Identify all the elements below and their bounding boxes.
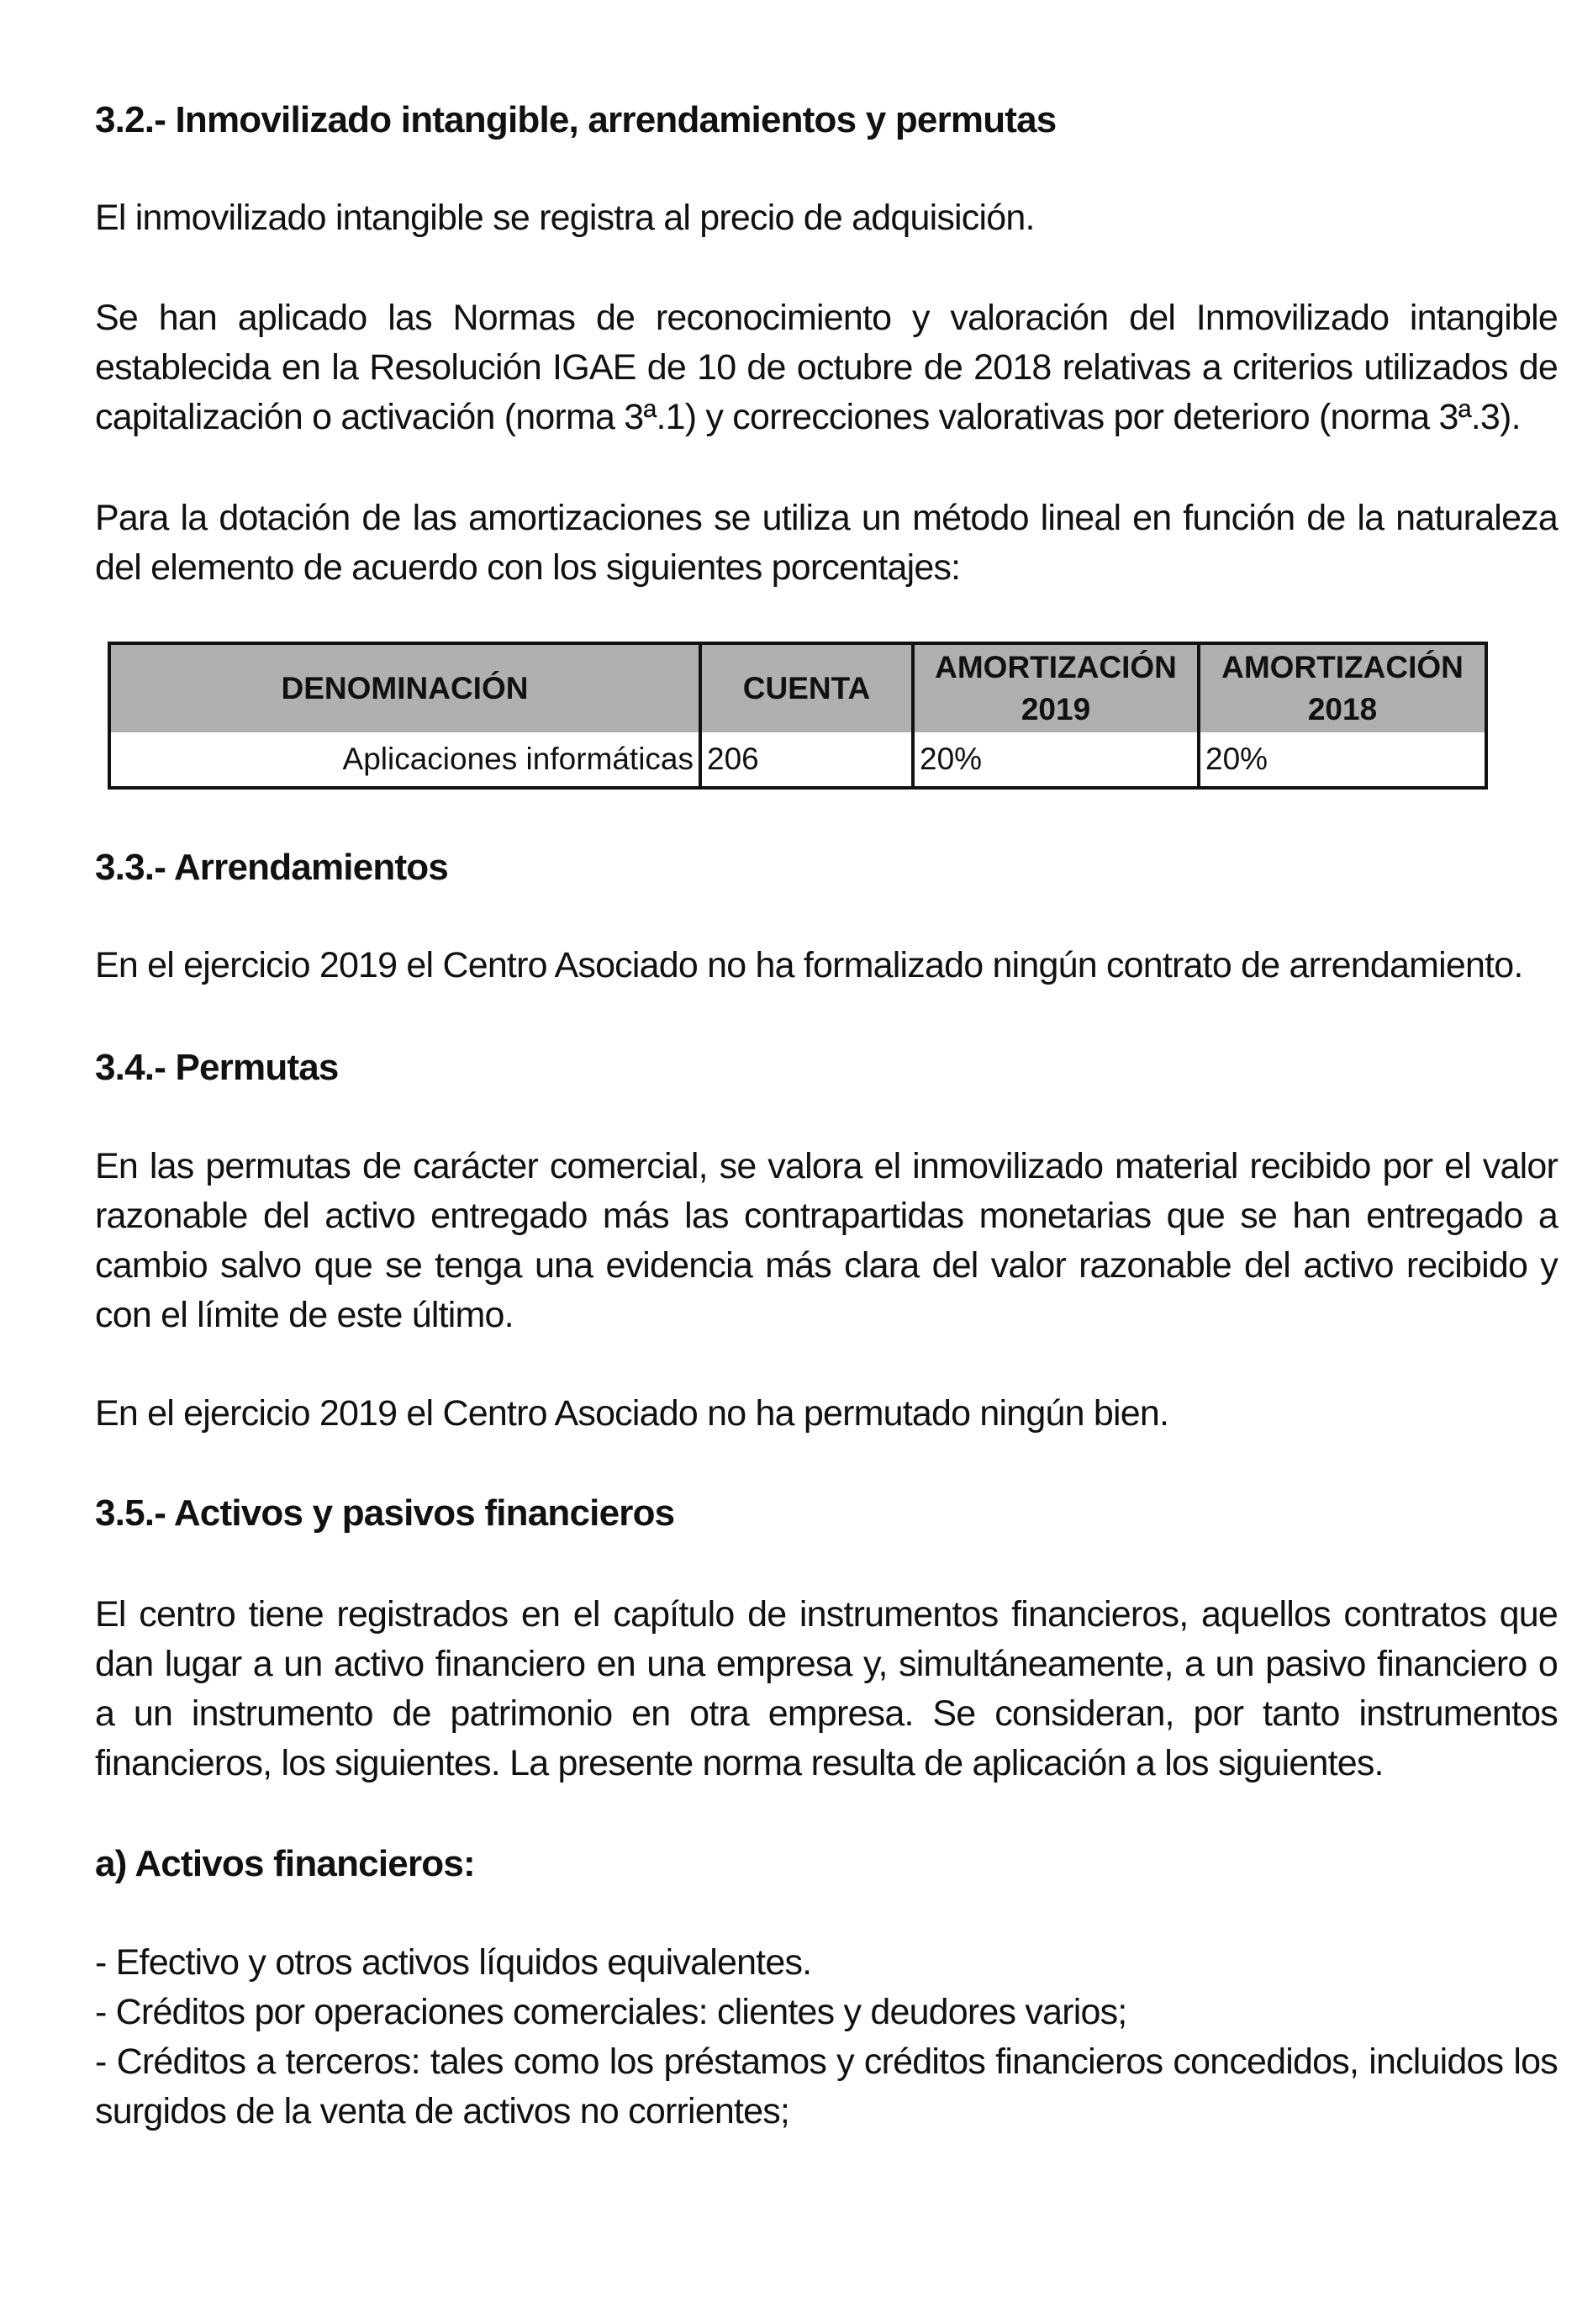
list-item: - Efectivo y otros activos líquidos equivalentes. [95,1942,812,1983]
section-3-4-paragraph-2: En el ejercicio 2019 el Centro Asociado no ha permutado ningún bien. [95,1393,1169,1434]
header-amortizacion-2019-year: 2019 [1021,692,1091,726]
header-cuenta: CUENTA [700,643,913,732]
section-3-3-paragraph-1: En el ejercicio 2019 el Centro Asociado no ha formalizado ningún contrato de arrendamiento. [95,945,1523,985]
table-row [109,732,1486,788]
cell-amortizacion-2018: 20% [1199,732,1486,788]
cell-amortizacion-2019: 20% [913,732,1199,788]
header-amortizacion-2018 [1199,643,1486,732]
section-3-2-paragraph-1: El inmovilizado intangible se registra al precio de adquisición. [95,198,1035,238]
section-3-3-heading: 3.3.- Arrendamientos [95,847,449,888]
list-item: - Créditos por operaciones comerciales: clientes y deudores varios; [95,1992,1127,2032]
cell-denominacion: Aplicaciones informáticas [342,742,694,776]
section-3-4-heading: 3.4.- Permutas [95,1047,339,1088]
cell-cuenta: 206 [700,732,913,788]
activos-financieros-heading: a) Activos financieros: [95,1843,475,1884]
section-3-5-paragraph-1: El centro tiene registrados en el capítulo de instrumentos financieros, aquellos contratos que dan lugar a un activo financiero en una empresa y, simultáneamente, a un pasivo financiero o a un instrumento de patrimonio en otra empresa. Se consideran, por tanto instrumentos financieros, los siguientes. La presente norma resulta de aplicación a los siguientes. [95,1594,1558,1783]
table-header-row [109,643,1486,732]
header-amortizacion-2018-label: AMORTIZACIÓN [1221,650,1464,684]
section-3-2-paragraph-2: Se han aplicado las Normas de reconocimiento y valoración del Inmovilizado intangible establecida en la Resolución IGAE de 10 de octubre de 2018 relativas a criterios utilizados de capitalización o activación (norma 3ª.1) y correcciones valorativas por deterioro (norma 3ª.3). [95,298,1558,437]
header-amortizacion-2018-year: 2018 [1307,692,1378,726]
header-denominacion: DENOMINACIÓN [109,643,700,732]
header-amortizacion-2019 [913,643,1199,732]
list-item: - Créditos a terceros: tales como los préstamos y créditos financieros concedidos, incluidos los surgidos de la venta de activos no corrientes; [95,2041,1558,2131]
amortization-table [108,642,1488,790]
activos-financieros-list [95,1938,1558,2136]
section-3-4-paragraph-1: En las permutas de carácter comercial, se valora el inmovilizado material recibido por el valor razonable del activo entregado más las contrapartidas monetarias que se han entregado a cambio salvo que se tenga una evidencia más clara del valor razonable del activo recibido y con el límite de este último. [95,1146,1558,1335]
section-3-2-heading: 3.2.- Inmovilizado intangible, arrendamientos y permutas [95,99,1057,140]
header-amortizacion-2019-label: AMORTIZACIÓN [935,650,1177,684]
section-3-2-paragraph-3: Para la dotación de las amortizaciones se utiliza un método lineal en función de la naturaleza del elemento de acuerdo con los siguientes porcentajes: [95,498,1558,588]
section-3-5-heading: 3.5.- Activos y pasivos financieros [95,1492,675,1534]
